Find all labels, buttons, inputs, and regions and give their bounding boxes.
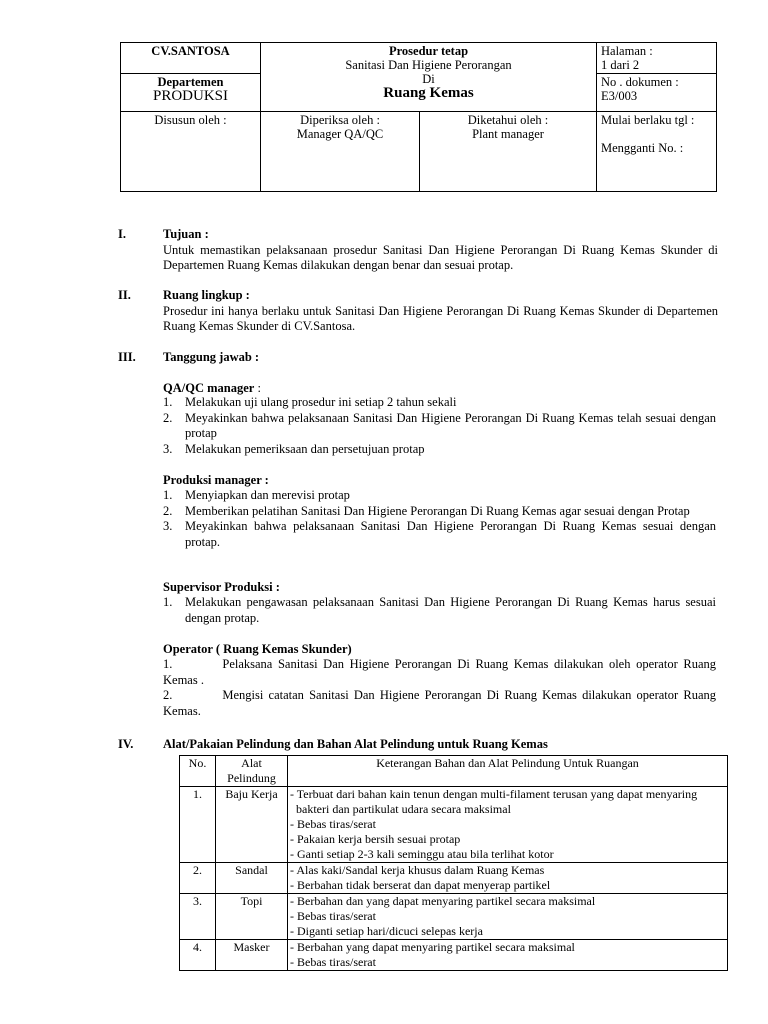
section-title: Ruang lingkup : [163, 288, 250, 302]
section-ruang-lingkup [118, 288, 718, 335]
list-text: Mengisi catatan Sanitasi Dan Higiene Perorangan Di Ruang Kemas dilakukan operator Ruang Kemas. [163, 688, 716, 718]
operator-subsection [163, 642, 716, 719]
list-number: 1. [163, 595, 173, 609]
keterangan-item: - Terbuat dari bahan kain tenun dengan multi-filament terusan yang dapat menyaring bakteri dan partikulat udara secara maksimal [290, 787, 698, 816]
row-number: 4. [180, 940, 216, 971]
document-header-table [120, 42, 717, 192]
doc-title: Prosedur tetap [388, 44, 469, 58]
list-text: Melakukan pemeriksaan dan persetujuan protap [185, 441, 425, 456]
list-item [163, 504, 716, 520]
list-number: 2. [163, 688, 173, 702]
keterangan-item: - Alas kaki/Sandal kerja khusus dalam Ruang Kemas [290, 863, 545, 877]
table-row [180, 863, 728, 894]
column-header: Alat Pelindung [216, 756, 288, 787]
list-item [163, 442, 716, 458]
list-item [163, 395, 716, 411]
diperiksa-cell [261, 112, 420, 192]
keterangan-item: - Berbahan yang dapat menyaring partikel secara maksimal [290, 940, 575, 954]
keterangan-item: - Pakaian kerja bersih sesuai protap [290, 832, 461, 846]
section-number: III. [118, 350, 136, 364]
keterangan-item: - Ganti setiap 2-3 kali seminggu atau bila terlihat kotor [290, 847, 554, 861]
nodok-cell [597, 74, 717, 112]
company-name: CV.SANTOSA [121, 43, 261, 74]
subsection-colon: : [254, 380, 261, 395]
dept-value: PRODUKSI [152, 88, 228, 104]
list-number: 3. [163, 519, 173, 533]
department-cell [121, 74, 261, 112]
row-number: 2. [180, 863, 216, 894]
row-keterangan [288, 787, 728, 863]
section-tanggung-jawab [118, 350, 718, 396]
diketahui-label: Diketahui oleh : [467, 113, 549, 127]
section-title: Tujuan : [163, 227, 209, 241]
diketahui-cell [420, 112, 597, 192]
list-item [163, 595, 716, 626]
list-item [163, 488, 716, 504]
subsection-title: QA/QC manager [163, 380, 255, 395]
halaman-label: Halaman : [601, 44, 653, 58]
list-item [163, 519, 716, 550]
pelindung-table [179, 755, 728, 971]
keterangan-item: - Berbahan dan yang dapat menyaring partikel secara maksimal [290, 894, 596, 908]
halaman-cell [597, 43, 717, 74]
keterangan-item: - Bebas tiras/serat [290, 909, 376, 923]
table-row [180, 940, 728, 971]
list-item [163, 657, 716, 688]
diperiksa-label: Diperiksa oleh : [300, 113, 380, 127]
produksi-subsection [163, 473, 716, 550]
disusun-label: Disusun oleh : [154, 113, 227, 127]
list-text: Melakukan uji ulang prosedur ini setiap 2 tahun sekali [185, 395, 457, 409]
qa-items [163, 395, 716, 457]
supervisor-subsection [163, 580, 716, 626]
section-tujuan [118, 227, 718, 274]
subsection-title: Produksi manager : [163, 473, 269, 487]
row-number: 3. [180, 894, 216, 940]
list-text: Pelaksana Sanitasi Dan Higiene Perorangan Di Ruang Kemas dilakukan oleh operator Ruang Kemas . [163, 657, 716, 687]
table-row [180, 787, 728, 863]
mulai-label: Mulai berlaku tgl : [601, 113, 695, 127]
list-number: 3. [163, 441, 173, 456]
section-title: Alat/Pakaian Pelindung dan Bahan Alat Pelindung untuk Ruang Kemas [163, 737, 548, 751]
qa-subsection [163, 381, 718, 397]
list-text: Meyakinkan bahwa pelaksanaan Sanitasi Dan Higiene Perorangan Di Ruang Kemas telah sesuai dengan protap [185, 410, 716, 440]
section-number: IV. [118, 737, 134, 751]
section-text: Prosedur ini hanya berlaku untuk Sanitasi Dan Higiene Perorangan Di Ruang Kemas Skunder di Departemen Ruang Kemas Skunder di CV.Santosa. [163, 303, 718, 333]
list-text: Memberikan pelatihan Sanitasi Dan Higiene Perorangan Di Ruang Kemas agar sesuai dengan Protap [185, 503, 690, 518]
keterangan-item: - Bebas tiras/serat [290, 955, 376, 969]
disusun-cell [121, 112, 261, 192]
subsection-title: Supervisor Produksi : [163, 580, 280, 594]
nodok-value: E3/003 [601, 89, 638, 103]
keterangan-item: - Diganti setiap hari/dicuci selepas kerja [290, 924, 483, 938]
list-number: 1. [163, 657, 173, 671]
row-keterangan [288, 863, 728, 894]
list-text: Menyiapkan dan merevisi protap [185, 488, 350, 502]
table-row [180, 894, 728, 940]
diperiksa-value: Manager QA/QC [296, 127, 384, 141]
section-alat-pelindung [118, 737, 718, 753]
list-number: 1. [163, 395, 173, 409]
list-text: Meyakinkan bahwa pelaksanaan Sanitasi Dan Higiene Perorangan Di Ruang Kemas sesuai dengan protap. [185, 519, 716, 549]
subsection-title: Operator ( Ruang Kemas Skunder) [163, 642, 352, 656]
row-alat: Sandal [216, 863, 288, 894]
section-title: Tanggung jawab : [163, 350, 260, 364]
list-item [163, 411, 716, 442]
row-number: 1. [180, 787, 216, 863]
diketahui-value: Plant manager [472, 127, 544, 141]
section-text: Untuk memastikan pelaksanaan prosedur Sanitasi Dan Higiene Perorangan Di Ruang Kemas Skunder di Departemen Ruang Kemas dilakukan dengan benar dan sesuai protap. [163, 242, 718, 272]
mulai-cell [597, 112, 717, 192]
dept-label: Departemen [157, 75, 224, 89]
column-header: Keterangan Bahan dan Alat Pelindung Untuk Ruangan [288, 756, 728, 787]
list-number: 2. [163, 410, 173, 425]
list-number: 1. [163, 488, 173, 502]
list-text: Melakukan pengawasan pelaksanaan Sanitasi Dan Higiene Perorangan Di Ruang Kemas harus sesuai dengan protap. [185, 595, 716, 625]
halaman-value: 1 dari 2 [601, 58, 640, 72]
section-number: II. [118, 288, 131, 302]
row-alat: Baju Kerja [216, 787, 288, 863]
keterangan-item: - Bebas tiras/serat [290, 817, 376, 831]
nodok-label: No . dokumen : [601, 75, 679, 89]
doc-subtitle: Sanitasi Dan Higiene Perorangan [345, 58, 512, 72]
doc-place: Ruang Kemas [383, 85, 474, 101]
row-alat: Masker [216, 940, 288, 971]
row-alat: Topi [216, 894, 288, 940]
doc-di: Di [422, 72, 435, 86]
list-item [163, 688, 716, 719]
document-title-cell [261, 43, 597, 112]
row-keterangan [288, 940, 728, 971]
keterangan-item: - Berbahan tidak berserat dan dapat menyerap partikel [290, 878, 551, 892]
list-number: 2. [163, 503, 173, 518]
mengganti-label: Mengganti No. : [601, 141, 684, 155]
column-header: No. [180, 756, 216, 787]
row-keterangan [288, 894, 728, 940]
section-number: I. [118, 227, 126, 241]
